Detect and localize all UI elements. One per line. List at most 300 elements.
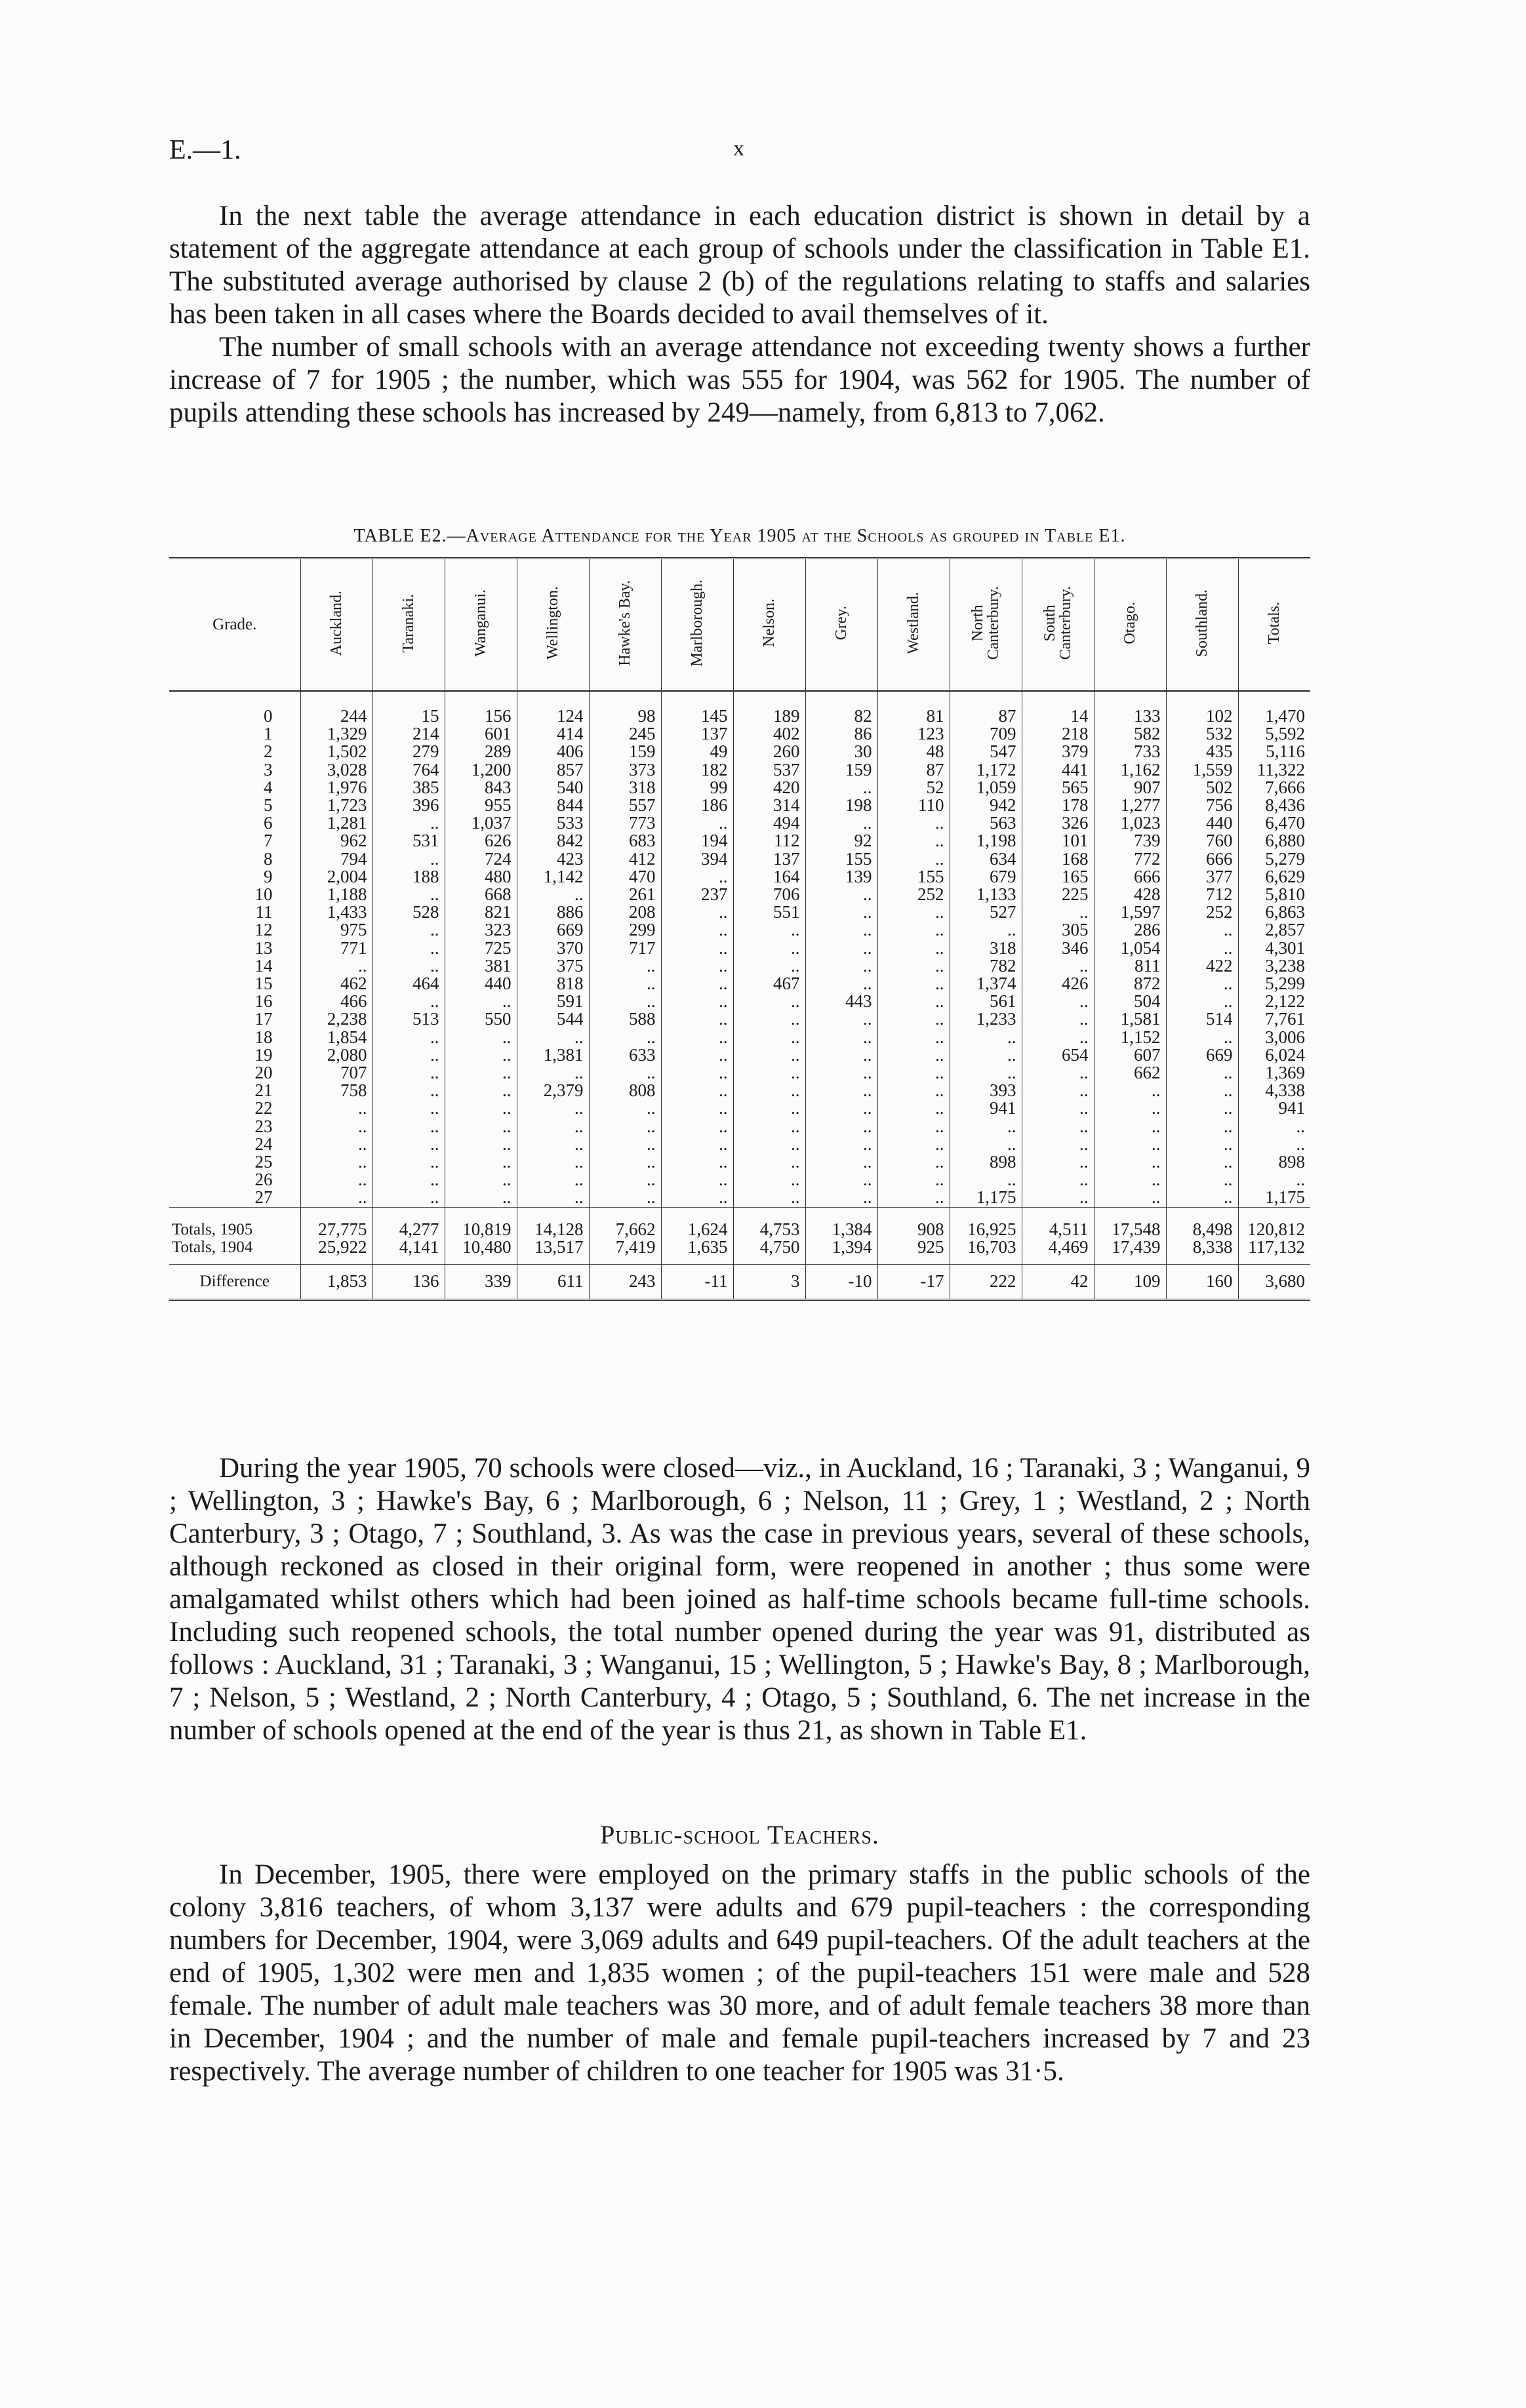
table-cell: 669 — [1166, 1046, 1238, 1064]
table-cell: 773 — [589, 814, 661, 832]
table-cell: 1,175 — [1265, 1187, 1305, 1208]
table-cell: 155 — [877, 868, 950, 886]
table-cell: .. — [1022, 1099, 1094, 1117]
table-cell: 925 — [877, 1238, 950, 1265]
table-cell: .. — [372, 939, 445, 957]
table-cell: -17 — [877, 1265, 950, 1300]
table-cell: 159 — [805, 761, 877, 779]
table-cell: .. — [589, 957, 661, 975]
table-cell: 907 — [1094, 779, 1166, 797]
row-label: 25 — [169, 1153, 300, 1171]
table-cell: .. — [372, 1064, 445, 1082]
table-row — [169, 957, 1310, 975]
table-cell: .. — [661, 1135, 733, 1153]
table-cell: 443 — [805, 993, 877, 1010]
table-cell: 101 — [1022, 832, 1094, 850]
table-cell: .. — [661, 1189, 733, 1207]
table-cell: 582 — [1094, 725, 1166, 743]
table-cell: 237 — [661, 886, 733, 903]
table-cell: 1,281 — [300, 814, 372, 832]
table-cell: 30 — [805, 743, 877, 760]
table-cell: 81 — [877, 707, 950, 725]
table-cell: .. — [1166, 1189, 1238, 1207]
table-cell: .. — [661, 1046, 733, 1064]
table-row — [169, 1189, 1310, 1207]
table-cell: .. — [950, 1118, 1022, 1135]
table-cell: 1,394 — [805, 1238, 877, 1265]
table-cell: .. — [445, 1046, 517, 1064]
table-cell: .. — [300, 1189, 372, 1207]
table-cell: .. — [589, 1029, 661, 1046]
table-cell: 633 — [589, 1046, 661, 1064]
table-cell: 136 — [372, 1265, 445, 1300]
table-cell: 527 — [950, 903, 1022, 921]
table-cell: .. — [589, 1153, 661, 1171]
table-cell: 98 — [589, 707, 661, 725]
table-cell: .. — [372, 1099, 445, 1117]
teachers-text — [169, 1859, 1310, 2088]
table-cell: 794 — [300, 850, 372, 868]
table-cell: 1,976 — [300, 779, 372, 797]
table-row — [169, 886, 1310, 903]
table-cell: 164 — [733, 868, 805, 886]
table-cell: 1,433 — [300, 903, 372, 921]
table-cell: .. — [372, 1189, 445, 1207]
table-cell: 178 — [1022, 797, 1094, 814]
table-row — [169, 1118, 1310, 1135]
table-cell: 279 — [372, 743, 445, 760]
table-cell: 3 — [733, 1265, 805, 1300]
table-cell: .. — [733, 1099, 805, 1117]
table-cell: 3,006 — [1265, 1027, 1305, 1047]
table-cell: 843 — [445, 779, 517, 797]
table-cell: .. — [445, 993, 517, 1010]
table-cell: 1,624 — [661, 1207, 733, 1238]
table-cell: .. — [661, 1171, 733, 1189]
column-header: Totals. — [1238, 559, 1310, 692]
table-cell: 214 — [372, 725, 445, 743]
table-row — [169, 1153, 1310, 1171]
table-cell: 87 — [950, 707, 1022, 725]
intro-paragraph: In the next table the average attendance in each education district is shown in detail by a statement of the aggregate attendance at each group of schools under the classification in Table E1. The substituted average authorised by clause 2 (b) of the regulations relating to staffs and salaries has been taken in all cases where the Boards decided to avail themselves of it. — [169, 201, 1310, 330]
table-row — [169, 993, 1310, 1010]
table-cell: .. — [372, 1082, 445, 1099]
row-label: 12 — [169, 921, 300, 939]
attendance-table — [169, 557, 1310, 1301]
table-cell: 666 — [1166, 850, 1238, 868]
table-cell: .. — [661, 1082, 733, 1099]
table-row — [169, 921, 1310, 939]
table-cell: 4,469 — [1022, 1238, 1094, 1265]
table-cell: 245 — [589, 725, 661, 743]
table-cell: .. — [733, 1118, 805, 1135]
table-cell: .. — [589, 1135, 661, 1153]
table-cell: .. — [950, 1046, 1022, 1064]
table-cell: 243 — [589, 1265, 661, 1300]
table-cell: .. — [733, 1082, 805, 1099]
table-cell: 662 — [1094, 1064, 1166, 1082]
table-cell: 514 — [1166, 1010, 1238, 1028]
table-cell: 422 — [1166, 957, 1238, 975]
table-cell: 252 — [1166, 903, 1238, 921]
table-cell: 4,141 — [372, 1238, 445, 1265]
table-cell: .. — [661, 1118, 733, 1135]
table-cell: 305 — [1022, 921, 1094, 939]
table-cell: 955 — [445, 797, 517, 814]
table-cell: 2,857 — [1265, 920, 1305, 940]
table-cell: .. — [733, 1135, 805, 1153]
table-cell: .. — [445, 1064, 517, 1082]
table-cell: .. — [1166, 921, 1238, 939]
table-cell: .. — [805, 1029, 877, 1046]
table-cell: 102 — [1166, 707, 1238, 725]
row-label: Difference — [169, 1265, 300, 1300]
table-cell: .. — [372, 1153, 445, 1171]
table-cell: .. — [877, 814, 950, 832]
table-cell: 683 — [589, 832, 661, 850]
table-cell: 10,480 — [445, 1238, 517, 1265]
row-label: 18 — [169, 1029, 300, 1046]
table-cell: 1,200 — [445, 761, 517, 779]
table-cell: .. — [661, 903, 733, 921]
table-row — [169, 1010, 1310, 1028]
table-cell: 49 — [661, 743, 733, 760]
table-cell: .. — [805, 1082, 877, 1099]
table-cell: 3,680 — [1238, 1265, 1310, 1300]
table-cell: 1,023 — [1094, 814, 1166, 832]
table-cell: 607 — [1094, 1046, 1166, 1064]
row-label: 21 — [169, 1082, 300, 1099]
table-cell: 1,374 — [950, 975, 1022, 993]
table-cell: .. — [372, 993, 445, 1010]
row-label: 5 — [169, 797, 300, 814]
table-cell: .. — [661, 1099, 733, 1117]
table-cell: 17,439 — [1094, 1238, 1166, 1265]
table-cell: 182 — [661, 761, 733, 779]
table-cell: 412 — [589, 850, 661, 868]
table-cell: 733 — [1094, 743, 1166, 760]
row-label: 13 — [169, 939, 300, 957]
table-cell: 1,723 — [300, 797, 372, 814]
table-cell: 314 — [733, 797, 805, 814]
table-cell: 168 — [1022, 850, 1094, 868]
table-cell: 346 — [1022, 939, 1094, 957]
column-header: Wellington. — [517, 559, 589, 692]
table-cell: 908 — [877, 1207, 950, 1238]
table-cell: .. — [661, 814, 733, 832]
table-cell: .. — [372, 886, 445, 903]
table-cell: 1,188 — [300, 886, 372, 903]
table-cell: 709 — [950, 725, 1022, 743]
table-cell: 252 — [877, 886, 950, 903]
table-row — [169, 1029, 1310, 1046]
table-cell: 189 — [733, 707, 805, 725]
closures-paragraph: During the year 1905, 70 schools were closed—viz., in Auckland, 16 ; Taranaki, 3 ; Wanganui, 9 ; Wellington, 3 ; Hawke's Bay, 6 ; Marlborough, 6 ; Nelson, 11 ; Grey, 1 ; Westland, 2 ; North Canterbury, 3 ; Otago, 7 ; Southland, 3. As was the case in previous years, several of these schools, although reckoned as closed in their original form, were reopened in another ; thus some were amalgamated whilst others which had been joined as half-time schools became full-time schools. Including such reopened schools, the total number opened during the year was 91, distributed as follows : Auckland, 31 ; Taranaki, 3 ; Wanganui, 15 ; Wellington, 5 ; Hawke's Bay, 8 ; Marlborough, 7 ; Nelson, 5 ; Westland, 2 ; North Canterbury, 4 ; Otago, 5 ; Southland, 6. The net increase in the number of schools opened at the end of the year is thus 21, as shown in Table E1. — [169, 1453, 1310, 1746]
table-cell: 611 — [517, 1265, 589, 1300]
table-cell: 48 — [877, 743, 950, 760]
table-cell: 669 — [517, 921, 589, 939]
table-cell: .. — [1022, 1118, 1094, 1135]
table-cell: .. — [445, 1171, 517, 1189]
table-cell: .. — [877, 1029, 950, 1046]
row-label: Totals, 1904 — [169, 1238, 300, 1265]
table-cell: 844 — [517, 797, 589, 814]
table-cell: 886 — [517, 903, 589, 921]
table-cell: 112 — [733, 832, 805, 850]
table-cell: .. — [1094, 1082, 1166, 1099]
table-cell: 464 — [372, 975, 445, 993]
table-cell: .. — [805, 1118, 877, 1135]
table-cell: .. — [1022, 903, 1094, 921]
table-row — [169, 1046, 1310, 1064]
table-row — [169, 1171, 1310, 1189]
table-cell: 6,880 — [1265, 831, 1305, 851]
table-cell: 513 — [372, 1010, 445, 1028]
table-cell: .. — [661, 1029, 733, 1046]
row-label: 16 — [169, 993, 300, 1010]
totals-1904-row — [169, 1238, 1310, 1265]
table-row — [169, 743, 1310, 760]
table-cell: .. — [300, 957, 372, 975]
table-cell: .. — [733, 1010, 805, 1028]
table-cell: 156 — [445, 707, 517, 725]
table-cell: 394 — [661, 850, 733, 868]
table-cell: .. — [805, 1064, 877, 1082]
table-row — [169, 1135, 1310, 1153]
table-cell: 99 — [661, 779, 733, 797]
table-row — [169, 707, 1310, 725]
column-header: Marlborough. — [661, 559, 733, 692]
table-cell: 557 — [589, 797, 661, 814]
table-cell: .. — [300, 1099, 372, 1117]
table-cell: 494 — [733, 814, 805, 832]
column-header: Westland. — [877, 559, 950, 692]
table-cell: .. — [661, 993, 733, 1010]
table-cell: 6,024 — [1265, 1044, 1305, 1065]
table-cell: 318 — [589, 779, 661, 797]
table-cell: .. — [300, 1171, 372, 1189]
table-cell: 261 — [589, 886, 661, 903]
table-cell: 1,559 — [1166, 761, 1238, 779]
table-cell: 2,238 — [300, 1010, 372, 1028]
table-cell: 772 — [1094, 850, 1166, 868]
table-cell: .. — [517, 1099, 589, 1117]
table-cell: 1,059 — [950, 779, 1022, 797]
table-cell: 92 — [805, 832, 877, 850]
table-cell: .. — [372, 1171, 445, 1189]
column-header: Grey. — [805, 559, 877, 692]
table-cell: 27,775 — [300, 1207, 372, 1238]
table-cell: 52 — [877, 779, 950, 797]
table-cell: 898 — [950, 1153, 1022, 1171]
table-cell: .. — [1022, 1189, 1094, 1207]
table-cell: .. — [1296, 1170, 1305, 1190]
table-cell: .. — [733, 1046, 805, 1064]
table-cell: 7,419 — [589, 1238, 661, 1265]
table-cell: 537 — [733, 761, 805, 779]
table-cell: .. — [877, 1010, 950, 1028]
table-cell: 188 — [372, 868, 445, 886]
table-cell: .. — [300, 1118, 372, 1135]
table-cell: 547 — [950, 743, 1022, 760]
table-cell: .. — [877, 903, 950, 921]
table-cell: 962 — [300, 832, 372, 850]
table-cell: 808 — [589, 1082, 661, 1099]
closures-text — [169, 1452, 1310, 1747]
table-cell: -10 — [805, 1265, 877, 1300]
table-cell: 724 — [445, 850, 517, 868]
table-cell: .. — [805, 779, 877, 797]
table-cell: .. — [1166, 1153, 1238, 1171]
table-cell: 5,810 — [1265, 884, 1305, 905]
table-cell: .. — [877, 993, 950, 1010]
table-cell: 561 — [950, 993, 1022, 1010]
table-cell: 706 — [733, 886, 805, 903]
table-cell: 1,233 — [950, 1010, 1022, 1028]
table-cell: .. — [1166, 975, 1238, 993]
table-cell: .. — [372, 1046, 445, 1064]
table-cell: .. — [877, 1118, 950, 1135]
table-cell: .. — [589, 1189, 661, 1207]
table-cell: 5,116 — [1266, 741, 1305, 762]
table-cell: 402 — [733, 725, 805, 743]
table-cell: .. — [1166, 1171, 1238, 1189]
table-cell: .. — [805, 921, 877, 939]
table-cell: 551 — [733, 903, 805, 921]
page-number: x — [733, 136, 744, 161]
table-cell: 244 — [300, 707, 372, 725]
row-label: Totals, 1905 — [169, 1207, 300, 1238]
column-header: North Canterbury. — [950, 559, 1022, 692]
table-cell: .. — [661, 957, 733, 975]
table-cell: 707 — [300, 1064, 372, 1082]
table-cell: 379 — [1022, 743, 1094, 760]
table-cell: 208 — [589, 903, 661, 921]
table-row — [169, 1099, 1310, 1117]
table-cell: 299 — [589, 921, 661, 939]
teachers-paragraph: In December, 1905, there were employed on the primary staffs in the public schools of the colony 3,816 teachers, of whom 3,137 were adults and 679 pupil-teachers : the corresponding numbers for December, 1904, were 3,069 adults and 649 pupil-teachers. Of the adult teachers at the end of 1905, 1,302 were men and 1,835 women ; of the pupil-teachers 151 were male and 528 female. The number of adult male teachers was 30 more, and of adult female teachers 38 more than in December, 1904 ; and the number of male and female pupil-teachers increased by 7 and 23 respectively. The average number of children to one teacher for 1905 was 31·5. — [169, 1859, 1310, 2087]
table-cell: .. — [950, 1171, 1022, 1189]
column-header: Auckland. — [300, 559, 372, 692]
table-cell: 467 — [733, 975, 805, 993]
table-cell: 2,004 — [300, 868, 372, 886]
table-cell: .. — [877, 1153, 950, 1171]
table-cell: 370 — [517, 939, 589, 957]
table-cell: .. — [372, 1135, 445, 1153]
table-cell: .. — [445, 1153, 517, 1171]
row-label: 27 — [169, 1189, 300, 1207]
table-cell: .. — [877, 1046, 950, 1064]
table-cell: 466 — [300, 993, 372, 1010]
table-cell: 5,299 — [1265, 974, 1305, 994]
grade-column-header: Grade. — [169, 559, 300, 692]
table-cell: .. — [517, 1135, 589, 1153]
table-cell: .. — [877, 921, 950, 939]
table-cell: 137 — [661, 725, 733, 743]
table-row — [169, 779, 1310, 797]
table-cell: 441 — [1022, 761, 1094, 779]
table-cell: 8,498 — [1166, 1207, 1238, 1238]
table-cell: 16,703 — [950, 1238, 1022, 1265]
table-cell: .. — [1022, 1135, 1094, 1153]
table-cell: 326 — [1022, 814, 1094, 832]
table-cell: .. — [1022, 1082, 1094, 1099]
table-cell: 2,080 — [300, 1046, 372, 1064]
table-cell: .. — [877, 832, 950, 850]
table-cell: 1,162 — [1094, 761, 1166, 779]
table-cell: .. — [1166, 1064, 1238, 1082]
table-cell: 318 — [950, 939, 1022, 957]
table-row — [169, 903, 1310, 921]
table-cell: .. — [661, 939, 733, 957]
table-cell: 666 — [1094, 868, 1166, 886]
table-cell: 377 — [1166, 868, 1238, 886]
table-cell: 16,925 — [950, 1207, 1022, 1238]
table-cell: 2,122 — [1265, 991, 1305, 1012]
table-cell: 225 — [1022, 886, 1094, 903]
table-cell: 139 — [805, 868, 877, 886]
row-label: 22 — [169, 1099, 300, 1117]
spacer-row — [169, 691, 1310, 707]
table-cell: 82 — [805, 707, 877, 725]
row-label: 23 — [169, 1118, 300, 1135]
table-cell: 502 — [1166, 779, 1238, 797]
table-cell: .. — [517, 1189, 589, 1207]
table-cell: .. — [805, 975, 877, 993]
table-row — [169, 850, 1310, 868]
table-cell: .. — [445, 1099, 517, 1117]
table-cell: .. — [517, 1029, 589, 1046]
column-header: Otago. — [1094, 559, 1166, 692]
column-header: Southland. — [1166, 559, 1238, 692]
table-cell: 428 — [1094, 886, 1166, 903]
row-label: 7 — [169, 832, 300, 850]
table-cell: 898 — [1278, 1152, 1305, 1172]
table-cell: .. — [877, 1064, 950, 1082]
table-cell: 679 — [950, 868, 1022, 886]
table-cell: 764 — [372, 761, 445, 779]
table-cell: 165 — [1022, 868, 1094, 886]
difference-row — [169, 1265, 1310, 1300]
table-cell: .. — [1166, 1082, 1238, 1099]
table-cell: .. — [300, 1135, 372, 1153]
table-cell: 385 — [372, 779, 445, 797]
table-cell: .. — [372, 814, 445, 832]
table-cell: 13,517 — [517, 1238, 589, 1265]
table-cell: 5,592 — [1265, 724, 1305, 744]
table-cell: .. — [445, 1135, 517, 1153]
section-heading: Public-school Teachers. — [600, 1820, 879, 1849]
table-cell: .. — [733, 1189, 805, 1207]
table-cell: .. — [877, 975, 950, 993]
totals-1905-row — [169, 1207, 1310, 1238]
table-cell: .. — [1022, 1171, 1094, 1189]
table-cell: 1,152 — [1094, 1029, 1166, 1046]
table-cell: .. — [517, 886, 589, 903]
table-cell: 4,753 — [733, 1207, 805, 1238]
table-cell: 811 — [1094, 957, 1166, 975]
table-cell: .. — [1166, 1135, 1238, 1153]
table-cell: .. — [517, 1171, 589, 1189]
table-row — [169, 975, 1310, 993]
table-cell: .. — [1166, 1118, 1238, 1135]
table-row — [169, 939, 1310, 957]
table-cell: 462 — [300, 975, 372, 993]
row-label: 3 — [169, 761, 300, 779]
table-cell: .. — [445, 1029, 517, 1046]
table-cell: 1,172 — [950, 761, 1022, 779]
table-cell: 756 — [1166, 797, 1238, 814]
